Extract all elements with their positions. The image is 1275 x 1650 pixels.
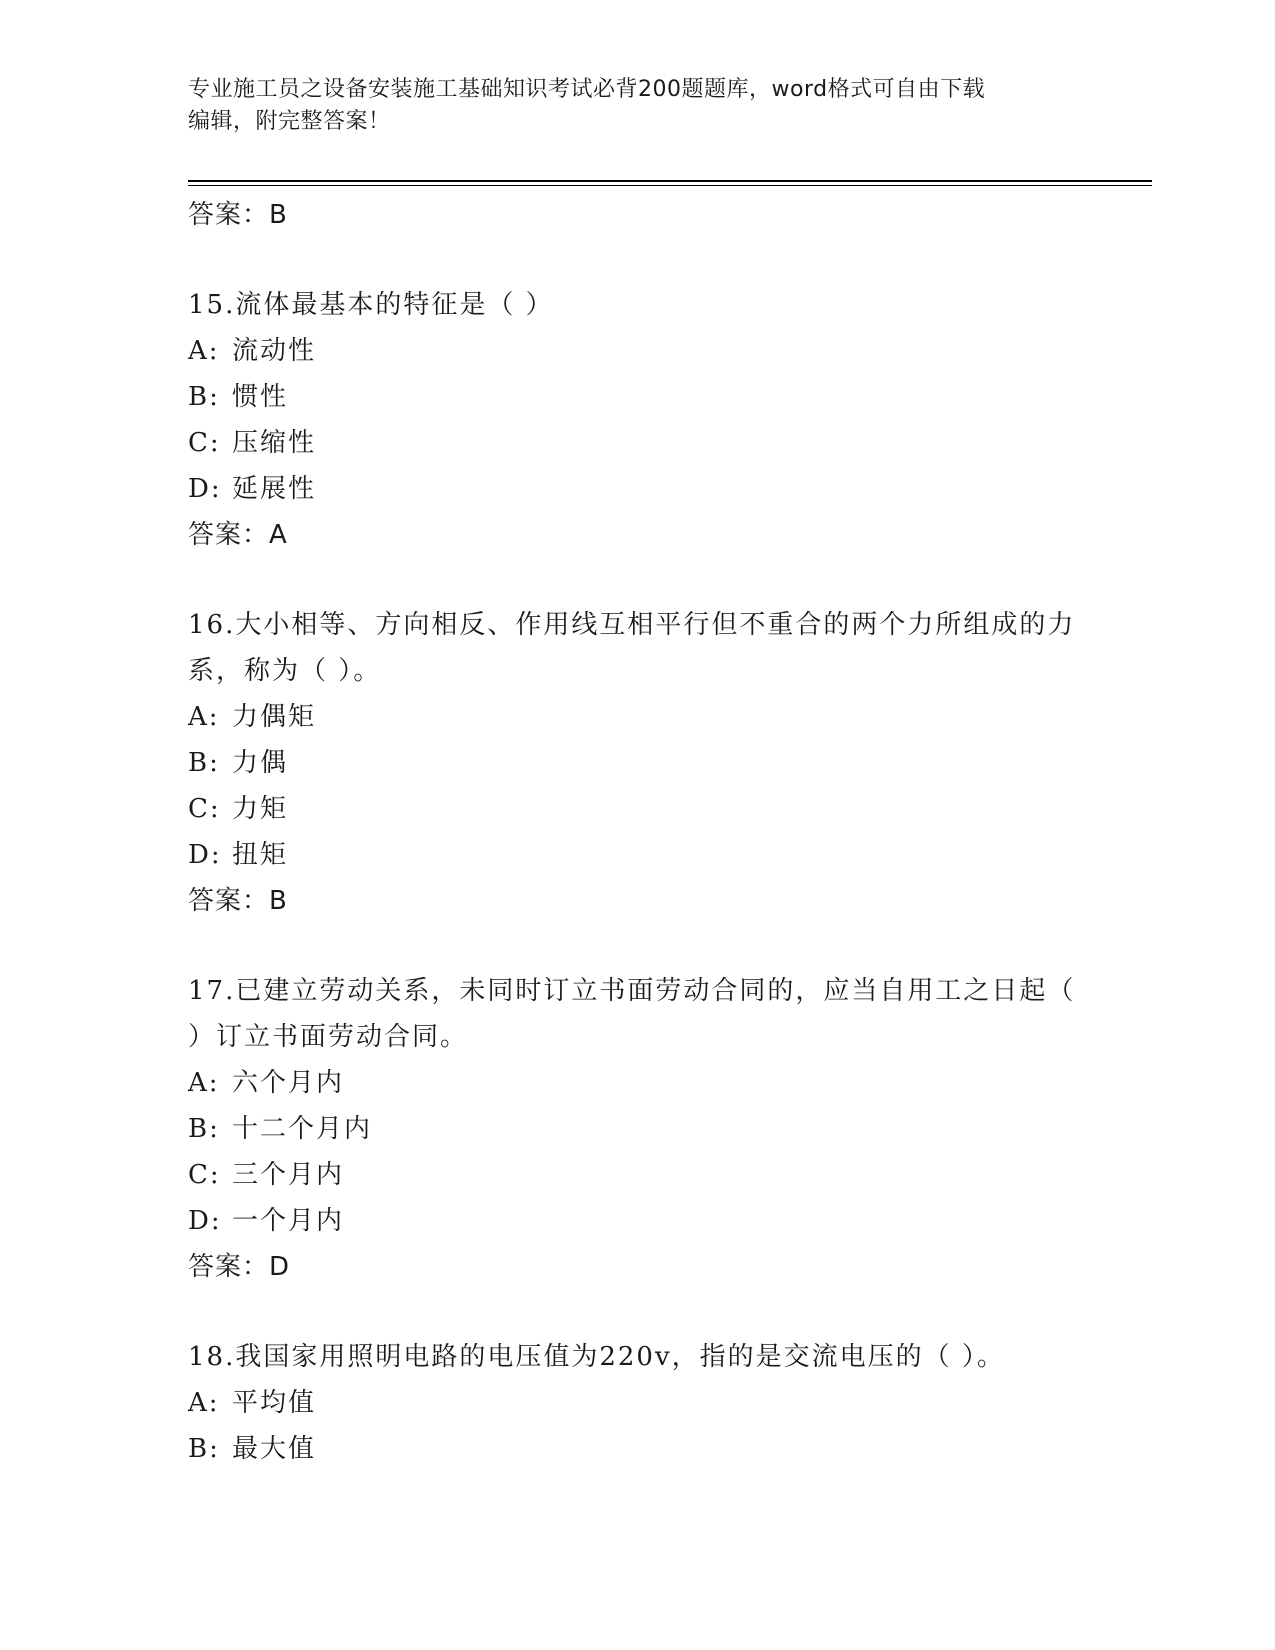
option-text: 最大值 (232, 1434, 317, 1464)
option-a (188, 1060, 1078, 1106)
question-text: 17.已建立劳动关系，未同时订立书面劳动合同的，应当自用工之日起（ ）订立书面劳动合同。 (188, 976, 1076, 1052)
question-block (188, 968, 1078, 1290)
option-label: A: (188, 336, 220, 366)
option-label: A: (188, 1388, 220, 1418)
option-c (188, 1152, 1078, 1198)
option-label: B: (188, 1434, 220, 1464)
option-d (188, 832, 1078, 878)
option-label: A: (188, 1068, 220, 1098)
option-label: D: (188, 840, 222, 870)
option-label: B: (188, 1114, 220, 1144)
option-text: 扭矩 (232, 840, 289, 870)
option-a (188, 1380, 1078, 1426)
header-rule-thick (188, 180, 1152, 182)
option-text: 六个月内 (232, 1068, 345, 1098)
option-text: 力偶矩 (232, 702, 317, 732)
question-text: 15.流体最基本的特征是（ ） (188, 290, 554, 320)
option-label: D: (188, 1206, 222, 1236)
option-label: C: (188, 794, 221, 824)
option-text: 一个月内 (232, 1206, 345, 1236)
option-b (188, 1106, 1078, 1152)
option-b (188, 740, 1078, 786)
option-a (188, 328, 1078, 374)
answer-line: 答案：B (188, 886, 288, 916)
question-block (188, 602, 1078, 924)
question-list (188, 192, 1078, 1472)
option-label: B: (188, 748, 220, 778)
option-text: 十二个月内 (232, 1114, 373, 1144)
header-rule-thin (188, 185, 1152, 186)
option-label: B: (188, 382, 220, 412)
option-c (188, 420, 1078, 466)
header-title-line-1: 专业施工员之设备安装施工基础知识考试必背200题题库，word格式可自由下载 (188, 77, 986, 102)
option-d (188, 466, 1078, 512)
option-text: 延展性 (232, 474, 317, 504)
option-label: A: (188, 702, 220, 732)
answer-line: 答案：D (188, 1252, 291, 1282)
question-text: 18.我国家用照明电路的电压值为220v，指的是交流电压的（ ）。 (188, 1342, 1005, 1372)
option-text: 平均值 (232, 1388, 317, 1418)
option-text: 流动性 (232, 336, 317, 366)
document-header (188, 74, 1088, 138)
answer-line: 答案：A (188, 520, 288, 550)
option-text: 三个月内 (232, 1160, 345, 1190)
option-label: D: (188, 474, 222, 504)
option-b (188, 1426, 1078, 1472)
option-d (188, 1198, 1078, 1244)
header-title-line-2: 编辑，附完整答案！ (188, 109, 391, 134)
option-a (188, 694, 1078, 740)
option-label: C: (188, 1160, 221, 1190)
question-block (188, 1334, 1078, 1472)
option-label: C: (188, 428, 221, 458)
option-text: 力偶 (232, 748, 289, 778)
question-block (188, 282, 1078, 558)
option-text: 力矩 (232, 794, 289, 824)
option-b (188, 374, 1078, 420)
option-text: 惯性 (232, 382, 289, 412)
option-text: 压缩性 (232, 428, 317, 458)
question-text: 16.大小相等、方向相反、作用线互相平行但不重合的两个力所组成的力系，称为（ ）。 (188, 610, 1076, 686)
option-c (188, 786, 1078, 832)
answer-line: 答案：B (188, 200, 288, 230)
